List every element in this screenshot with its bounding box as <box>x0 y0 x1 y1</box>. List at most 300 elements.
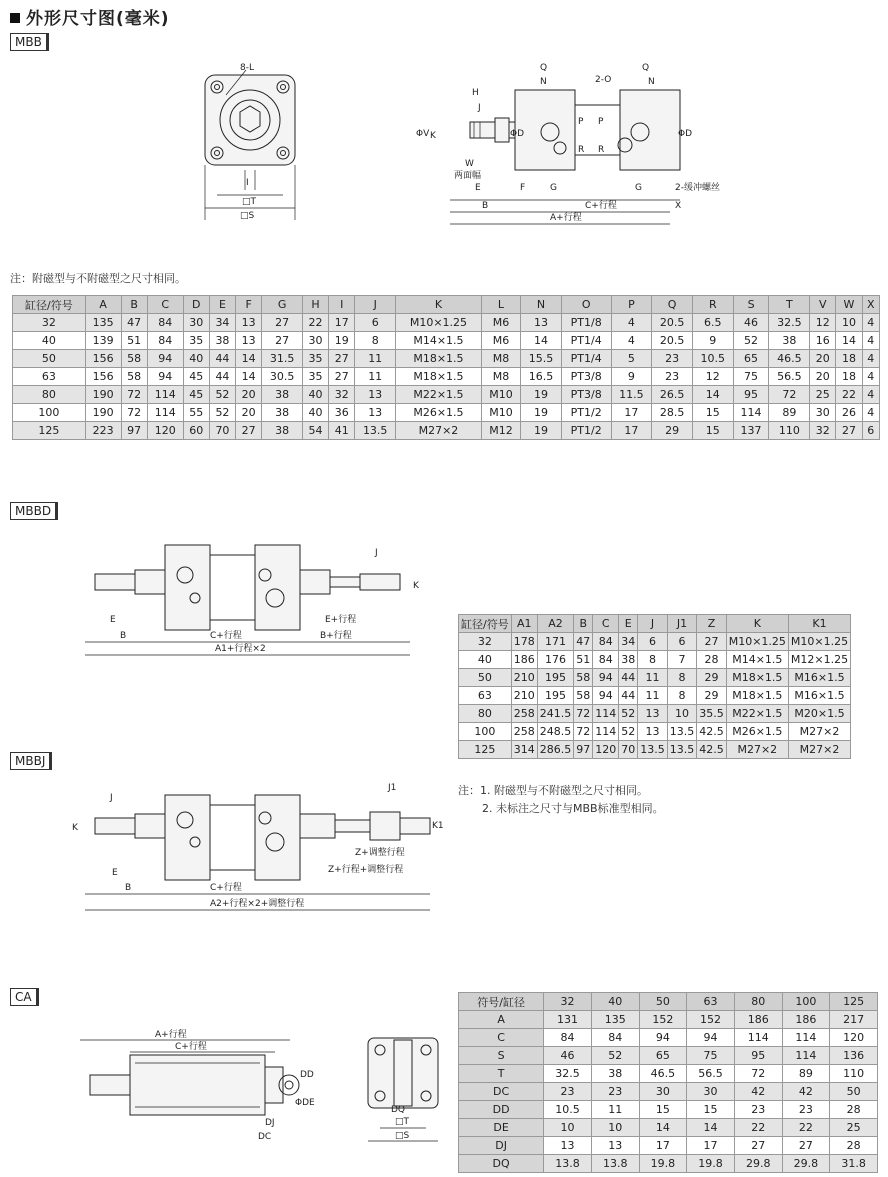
table-cell: 195 <box>537 687 574 705</box>
svg-text:Z+行程+调整行程: Z+行程+调整行程 <box>328 865 404 875</box>
table-cell: 13 <box>521 314 562 332</box>
table-cell: 94 <box>593 687 619 705</box>
table-cell: 10 <box>544 1119 592 1137</box>
table-cell: 52 <box>619 705 638 723</box>
table-cell: 55 <box>183 404 209 422</box>
table-cell: 8 <box>638 651 668 669</box>
table-cell: 11 <box>638 669 668 687</box>
table-cell: M6 <box>481 332 520 350</box>
table-row <box>459 1119 878 1137</box>
table-cell: 42.5 <box>697 741 727 759</box>
table-row <box>13 314 880 332</box>
table-cell: 50 <box>13 350 86 368</box>
table-cell: 32.5 <box>544 1065 592 1083</box>
table-cell: 20 <box>810 350 836 368</box>
table-header-cell: O <box>561 296 611 314</box>
table-cell: 6 <box>667 633 697 651</box>
table-cell: 13 <box>638 705 668 723</box>
table-cell: 114 <box>733 404 769 422</box>
table-cell: 44 <box>619 669 638 687</box>
svg-text:E+行程: E+行程 <box>325 615 357 625</box>
table-cell: 9 <box>611 368 652 386</box>
table-cell: 27 <box>329 350 355 368</box>
table-cell: 4 <box>862 368 879 386</box>
table-cell: 89 <box>782 1065 830 1083</box>
table-cell: 70 <box>209 422 235 440</box>
table-ca <box>458 992 878 1173</box>
table-header-cell: 50 <box>639 993 687 1011</box>
table-cell: DJ <box>459 1137 544 1155</box>
table-cell: 56.5 <box>769 368 810 386</box>
table-cell: 8 <box>667 687 697 705</box>
section-tag-mbbj: MBBJ <box>10 752 52 770</box>
table-header-cell: P <box>611 296 652 314</box>
table-header-cell: N <box>521 296 562 314</box>
table-cell: 186 <box>782 1011 830 1029</box>
table-cell: 20.5 <box>652 332 693 350</box>
table-cell: 31.5 <box>262 350 303 368</box>
table-cell: DQ <box>459 1155 544 1173</box>
svg-text:P: P <box>578 117 584 127</box>
table-cell: 27 <box>734 1137 782 1155</box>
table-cell: 12 <box>692 368 733 386</box>
table-cell: 10 <box>836 314 862 332</box>
table-cell: DE <box>459 1119 544 1137</box>
table-cell: 40 <box>459 651 512 669</box>
table-cell: C <box>459 1029 544 1047</box>
table-cell: 131 <box>544 1011 592 1029</box>
table-cell: 27 <box>262 332 303 350</box>
table-cell: 34 <box>209 314 235 332</box>
table-cell: 114 <box>593 705 619 723</box>
table-header-cell: 63 <box>687 993 735 1011</box>
table-cell: 28 <box>830 1101 878 1119</box>
table-cell: M8 <box>481 368 520 386</box>
table-cell: 15 <box>692 422 733 440</box>
table-cell: 28.5 <box>652 404 693 422</box>
svg-text:N: N <box>540 77 547 87</box>
table-cell: 63 <box>459 687 512 705</box>
table-cell: 7 <box>667 651 697 669</box>
svg-text:A2+行程×2+调整行程: A2+行程×2+调整行程 <box>210 899 305 909</box>
table-cell: 29 <box>697 669 727 687</box>
table-header-cell: V <box>810 296 836 314</box>
table-row <box>13 332 880 350</box>
table-cell: 10 <box>667 705 697 723</box>
table-header-cell: F <box>236 296 262 314</box>
table-cell: 13.8 <box>591 1155 639 1173</box>
table-header-cell: A <box>85 296 121 314</box>
svg-text:J1: J1 <box>388 783 397 793</box>
table-header-cell: Q <box>652 296 693 314</box>
table-cell: 14 <box>692 386 733 404</box>
table-cell: 58 <box>121 368 147 386</box>
table-cell: 171 <box>537 633 574 651</box>
table-cell: 16.5 <box>521 368 562 386</box>
section-tag-mbb: MBB <box>10 33 49 51</box>
table-header-cell: J <box>355 296 396 314</box>
svg-text:H: H <box>472 88 479 98</box>
table-cell: 23 <box>782 1101 830 1119</box>
table-cell: 30 <box>639 1083 687 1101</box>
table-cell: 6 <box>638 633 668 651</box>
table-cell: 18 <box>836 368 862 386</box>
table-cell: 190 <box>85 404 121 422</box>
table-cell: 94 <box>639 1029 687 1047</box>
table-cell: 17 <box>687 1137 735 1155</box>
svg-text:B: B <box>482 201 489 211</box>
table-header-cell: K <box>726 615 788 633</box>
table-cell: 139 <box>85 332 121 350</box>
table-cell: 95 <box>733 386 769 404</box>
table-cell: 19 <box>329 332 355 350</box>
svg-text:A+行程: A+行程 <box>550 213 582 223</box>
table-cell: 30.5 <box>262 368 303 386</box>
table-cell: 11.5 <box>611 386 652 404</box>
table-cell: 65 <box>639 1047 687 1065</box>
table-cell: 42 <box>782 1083 830 1101</box>
table-cell: 32 <box>13 314 86 332</box>
table-cell: 51 <box>121 332 147 350</box>
table-cell: 152 <box>687 1011 735 1029</box>
table-cell: 18 <box>836 350 862 368</box>
table-cell: 176 <box>537 651 574 669</box>
table-cell: 27 <box>836 422 862 440</box>
table-cell: 44 <box>619 687 638 705</box>
table-cell: M27×2 <box>396 422 482 440</box>
table-header-cell: H <box>302 296 328 314</box>
table-cell: 23 <box>734 1101 782 1119</box>
svg-text:P: P <box>598 117 604 127</box>
table-cell: 41 <box>329 422 355 440</box>
svg-text:C+行程: C+行程 <box>585 201 617 211</box>
svg-text:K: K <box>413 581 419 591</box>
section-tag-ca: CA <box>10 988 39 1006</box>
table-cell: 14 <box>236 368 262 386</box>
note-main: 注：附磁型与不附磁型之尺寸相同。 <box>10 272 186 285</box>
table-header-cell: 40 <box>591 993 639 1011</box>
table-cell: 10 <box>591 1119 639 1137</box>
svg-text:A+行程: A+行程 <box>155 1030 187 1040</box>
table-header-cell: A1 <box>511 615 537 633</box>
table-header-cell: 符号/缸径 <box>459 993 544 1011</box>
table-cell: 248.5 <box>537 723 574 741</box>
table-cell: 45 <box>183 386 209 404</box>
svg-text:I: I <box>246 178 249 188</box>
table-row <box>13 404 880 422</box>
table-cell: 286.5 <box>537 741 574 759</box>
table-cell: 52 <box>591 1047 639 1065</box>
table-cell: 28 <box>697 651 727 669</box>
svg-text:DD: DD <box>300 1070 314 1080</box>
table-cell: M12×1.25 <box>788 651 850 669</box>
table-cell: 15 <box>692 404 733 422</box>
table-cell: 16 <box>810 332 836 350</box>
table-header-cell: J1 <box>667 615 697 633</box>
table-cell: 13.5 <box>638 741 668 759</box>
table-cell: 6 <box>355 314 396 332</box>
table-header-cell: K1 <box>788 615 850 633</box>
table-cell: 8 <box>667 669 697 687</box>
table-cell: T <box>459 1065 544 1083</box>
svg-text:F: F <box>520 183 526 193</box>
table-cell: PT3/8 <box>561 368 611 386</box>
table-cell: 35.5 <box>697 705 727 723</box>
table-cell: 125 <box>459 741 512 759</box>
table-cell: M22×1.5 <box>396 386 482 404</box>
table-cell: 51 <box>574 651 593 669</box>
table-cell: 46.5 <box>639 1065 687 1083</box>
svg-text:Z+调整行程: Z+调整行程 <box>355 848 405 858</box>
svg-text:G: G <box>635 183 642 193</box>
table-cell: 11 <box>355 368 396 386</box>
table-cell: 186 <box>734 1011 782 1029</box>
table-cell: 38 <box>619 651 638 669</box>
table-cell: 58 <box>574 687 593 705</box>
table-cell: 54 <box>302 422 328 440</box>
svg-text:E: E <box>112 868 118 878</box>
table-header-cell: K <box>396 296 482 314</box>
table-cell: 26.5 <box>652 386 693 404</box>
table-cell: 23 <box>652 368 693 386</box>
table-cell: 47 <box>574 633 593 651</box>
table-cell: M14×1.5 <box>396 332 482 350</box>
table-cell: M10 <box>481 386 520 404</box>
table-row <box>459 741 851 759</box>
table-cell: PT1/2 <box>561 422 611 440</box>
table-cell: 34 <box>619 633 638 651</box>
table-cell: 27 <box>697 633 727 651</box>
svg-text:B: B <box>125 883 132 893</box>
table-header-cell: 125 <box>830 993 878 1011</box>
table-cell: 120 <box>147 422 183 440</box>
table-cell: 17 <box>329 314 355 332</box>
table-cell: 27 <box>262 314 303 332</box>
note-mbbd-1: 注：1. 附磁型与不附磁型之尺寸相同。 <box>458 784 648 797</box>
table-cell: A <box>459 1011 544 1029</box>
svg-text:ΦD: ΦD <box>510 129 525 139</box>
svg-text:N: N <box>648 77 655 87</box>
svg-text:J: J <box>110 793 113 803</box>
table-cell: 46.5 <box>769 350 810 368</box>
table-cell: 12 <box>810 314 836 332</box>
table-cell: 17 <box>639 1137 687 1155</box>
table-cell: 80 <box>13 386 86 404</box>
table-header-cell: R <box>692 296 733 314</box>
table-cell: 52 <box>209 404 235 422</box>
table-cell: M18×1.5 <box>396 368 482 386</box>
table-cell: 46 <box>544 1047 592 1065</box>
table-cell: 19.8 <box>639 1155 687 1173</box>
table-cell: M12 <box>481 422 520 440</box>
table-cell: M10×1.25 <box>726 633 788 651</box>
table-cell: 20 <box>810 368 836 386</box>
table-cell: 97 <box>574 741 593 759</box>
mbbd-drawing <box>75 530 435 665</box>
table-row <box>13 386 880 404</box>
table-cell: 84 <box>593 633 619 651</box>
table-cell: 15 <box>639 1101 687 1119</box>
table-header-cell: 32 <box>544 993 592 1011</box>
table-cell: 22 <box>302 314 328 332</box>
table-cell: 5 <box>611 350 652 368</box>
svg-text:C+行程: C+行程 <box>210 883 242 893</box>
table-cell: 29 <box>697 687 727 705</box>
table-cell: M22×1.5 <box>726 705 788 723</box>
table-cell: 17 <box>611 404 652 422</box>
table-row <box>459 669 851 687</box>
table-header-cell: 缸径/符号 <box>459 615 512 633</box>
table-cell: 38 <box>591 1065 639 1083</box>
table-cell: 186 <box>511 651 537 669</box>
svg-text:ΦD: ΦD <box>678 129 693 139</box>
table-cell: 40 <box>302 404 328 422</box>
table-row <box>459 1101 878 1119</box>
table-cell: 20 <box>236 404 262 422</box>
table-cell: 52 <box>209 386 235 404</box>
table-cell: 137 <box>733 422 769 440</box>
table-cell: 27 <box>236 422 262 440</box>
table-cell: 14 <box>836 332 862 350</box>
table-cell: 13 <box>236 332 262 350</box>
table-cell: 114 <box>147 386 183 404</box>
mbb-side-drawing <box>410 60 740 230</box>
table-cell: 13.5 <box>667 723 697 741</box>
table-cell: 14 <box>687 1119 735 1137</box>
table-cell: 19 <box>521 422 562 440</box>
table-row <box>459 723 851 741</box>
table-cell: PT1/4 <box>561 332 611 350</box>
table-cell: 72 <box>121 386 147 404</box>
table-cell: 210 <box>511 669 537 687</box>
table-mbbd <box>458 614 851 759</box>
table-cell: 30 <box>302 332 328 350</box>
svg-text:X: X <box>675 201 682 211</box>
table-cell: 13.5 <box>667 741 697 759</box>
table-cell: 29.8 <box>782 1155 830 1173</box>
table-cell: 19 <box>521 404 562 422</box>
table-cell: 30 <box>183 314 209 332</box>
table-cell: 72 <box>574 705 593 723</box>
table-cell: 135 <box>85 314 121 332</box>
table-row <box>459 1065 878 1083</box>
table-cell: 32 <box>810 422 836 440</box>
table-cell: 63 <box>13 368 86 386</box>
table-cell: 114 <box>593 723 619 741</box>
table-cell: 36 <box>329 404 355 422</box>
table-header-row <box>459 993 878 1011</box>
table-row <box>13 368 880 386</box>
table-cell: 75 <box>687 1047 735 1065</box>
table-cell: 72 <box>121 404 147 422</box>
table-cell: M18×1.5 <box>726 669 788 687</box>
table-cell: 210 <box>511 687 537 705</box>
table-cell: DD <box>459 1101 544 1119</box>
table-cell: 110 <box>769 422 810 440</box>
table-cell: 60 <box>183 422 209 440</box>
table-cell: 26 <box>836 404 862 422</box>
table-cell: 258 <box>511 723 537 741</box>
table-cell: 58 <box>574 669 593 687</box>
table-cell: 13 <box>355 404 396 422</box>
svg-text:Q: Q <box>642 63 650 73</box>
table-row <box>459 651 851 669</box>
table-cell: 6 <box>862 422 879 440</box>
svg-text:C+行程: C+行程 <box>175 1042 207 1052</box>
table-header-cell: T <box>769 296 810 314</box>
table-cell: 84 <box>591 1029 639 1047</box>
table-cell: 23 <box>544 1083 592 1101</box>
table-cell: M10×1.25 <box>396 314 482 332</box>
table-cell: 10.5 <box>692 350 733 368</box>
table-cell: 84 <box>147 314 183 332</box>
table-cell: 114 <box>782 1029 830 1047</box>
table-cell: M8 <box>481 350 520 368</box>
table-cell: M16×1.5 <box>788 669 850 687</box>
table-header-cell: L <box>481 296 520 314</box>
table-row <box>459 1011 878 1029</box>
svg-text:J: J <box>375 548 378 558</box>
table-row <box>459 1137 878 1155</box>
table-header-cell: I <box>329 296 355 314</box>
table-cell: M18×1.5 <box>726 687 788 705</box>
table-cell: 152 <box>639 1011 687 1029</box>
table-cell: 223 <box>85 422 121 440</box>
table-cell: M20×1.5 <box>788 705 850 723</box>
table-cell: 114 <box>782 1047 830 1065</box>
table-cell: 4 <box>611 332 652 350</box>
table-cell: 32 <box>329 386 355 404</box>
table-cell: 17 <box>611 422 652 440</box>
table-cell: 15.5 <box>521 350 562 368</box>
table-cell: 114 <box>147 404 183 422</box>
table-cell: 11 <box>355 350 396 368</box>
table-cell: 27 <box>329 368 355 386</box>
table-cell: 13.8 <box>544 1155 592 1173</box>
svg-text:K: K <box>72 823 78 833</box>
table-cell: 94 <box>593 669 619 687</box>
table-cell: 56.5 <box>687 1065 735 1083</box>
table-header-cell: E <box>619 615 638 633</box>
table-cell: 14 <box>236 350 262 368</box>
table-cell: 14 <box>521 332 562 350</box>
table-cell: M10 <box>481 404 520 422</box>
table-cell: 4 <box>862 350 879 368</box>
table-cell: 94 <box>147 350 183 368</box>
table-cell: 72 <box>769 386 810 404</box>
svg-text:J: J <box>478 103 481 113</box>
svg-text:E: E <box>475 183 481 193</box>
table-header-cell: 缸径/符号 <box>13 296 86 314</box>
table-row <box>459 705 851 723</box>
svg-text:DQ: DQ <box>391 1105 406 1115</box>
table-cell: M26×1.5 <box>726 723 788 741</box>
svg-text:B: B <box>120 631 127 641</box>
table-row <box>459 687 851 705</box>
table-cell: 22 <box>836 386 862 404</box>
table-cell: 195 <box>537 669 574 687</box>
table-cell: 44 <box>209 368 235 386</box>
section-tag-mbbd: MBBD <box>10 502 58 520</box>
svg-text:两面幅: 两面幅 <box>454 171 482 181</box>
svg-text:K1: K1 <box>432 821 444 831</box>
table-cell: PT1/4 <box>561 350 611 368</box>
table-cell: 178 <box>511 633 537 651</box>
table-cell: 11 <box>591 1101 639 1119</box>
table-cell: 94 <box>147 368 183 386</box>
table-cell: 20 <box>236 386 262 404</box>
ca-side-drawing <box>75 1025 335 1150</box>
